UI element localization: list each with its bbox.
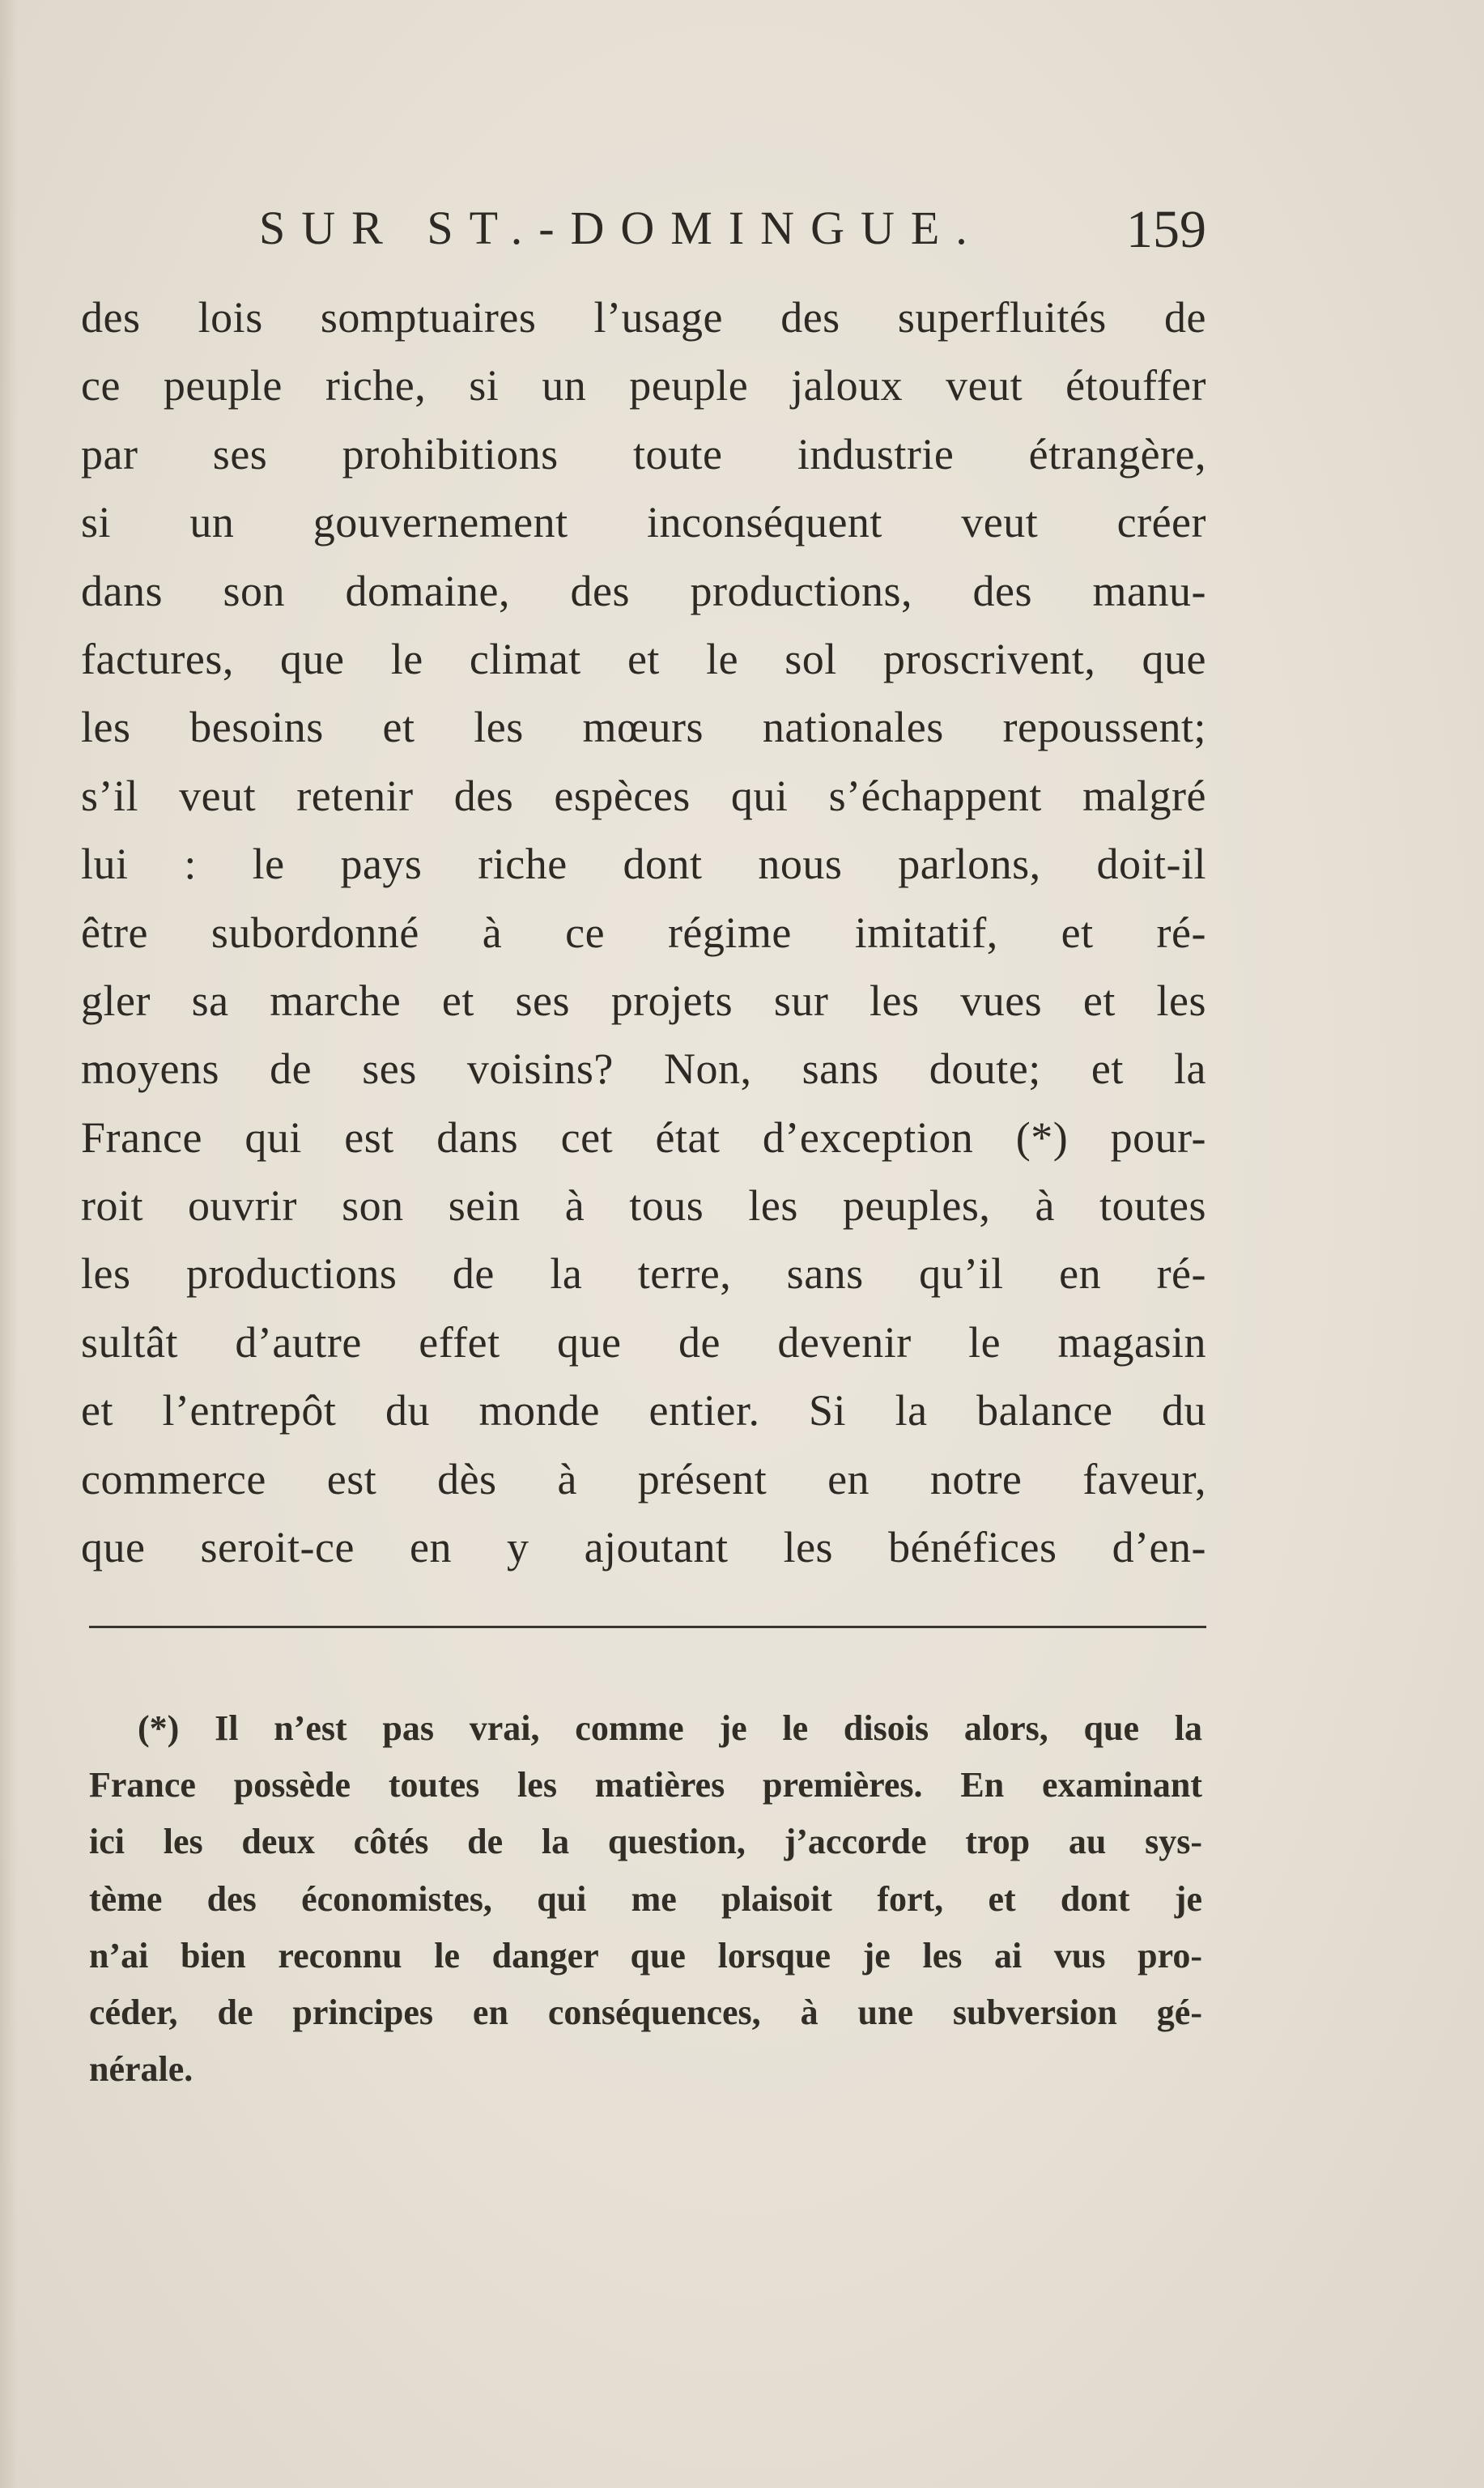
footnote-line: France possède toutes les matières premières. En examinant bbox=[89, 1765, 1202, 1805]
text-line: et l’entrepôt du monde entier. Si la balance du bbox=[81, 1386, 1206, 1435]
text-line: si un gouvernement inconséquent veut créer bbox=[81, 498, 1206, 547]
text-line: s’il veut retenir des espèces qui s’échappent malgré bbox=[81, 771, 1206, 820]
text-line: gler sa marche et ses projets sur les vues et les bbox=[81, 976, 1206, 1025]
text-line: les besoins et les mœurs nationales repoussent; bbox=[81, 703, 1206, 752]
text-line: moyens de ses voisins? Non, sans doute; et la bbox=[81, 1044, 1206, 1094]
footnote-line: ici les deux côtés de la question, j’accorde trop au sys- bbox=[89, 1822, 1202, 1862]
text-line: des lois somptuaires l’usage des superfluités de bbox=[81, 293, 1206, 342]
text-line: dans son domaine, des productions, des manu- bbox=[81, 566, 1206, 615]
text-line: ce peuple riche, si un peuple jaloux veut étouffer bbox=[81, 361, 1206, 410]
main-text bbox=[81, 283, 1206, 1581]
footnote-line: nérale. bbox=[89, 2049, 193, 2090]
footnote-line: céder, de principes en conséquences, à une subversion gé- bbox=[89, 1992, 1202, 2032]
footnote-line: tème des économistes, qui me plaisoit fort, et dont je bbox=[89, 1878, 1202, 1919]
page-number: 159 bbox=[1126, 200, 1206, 259]
text-line: commerce est dès à présent en notre faveur, bbox=[81, 1454, 1206, 1503]
running-title: SUR ST.-DOMINGUE. bbox=[259, 202, 984, 254]
footnote-line: (*) Il n’est pas vrai, comme je le disois alors, que la bbox=[138, 1708, 1202, 1748]
text-line: les productions de la terre, sans qu’il en ré- bbox=[81, 1249, 1206, 1299]
footnote-separator-rule bbox=[89, 1626, 1206, 1628]
text-line: factures, que le climat et le sol proscrivent, que bbox=[81, 634, 1206, 683]
text-line: France qui est dans cet état d’exception (*) pour- bbox=[81, 1112, 1206, 1162]
page-header bbox=[81, 198, 1206, 270]
text-line: lui : le pays riche dont nous parlons, doit-il bbox=[81, 840, 1206, 889]
text-line: que seroit-ce en y ajoutant les bénéfices d’en- bbox=[81, 1523, 1206, 1572]
page-gutter-shadow bbox=[0, 0, 18, 2488]
footnote-line: n’ai bien reconnu le danger que lorsque je les ai vus pro- bbox=[89, 1935, 1202, 1976]
text-line: être subordonné à ce régime imitatif, et ré- bbox=[81, 908, 1206, 957]
footnote bbox=[89, 1700, 1202, 2098]
text-line: par ses prohibitions toute industrie étrangère, bbox=[81, 429, 1206, 478]
text-line: roit ouvrir son sein à tous les peuples, à toutes bbox=[81, 1181, 1206, 1231]
text-line: sultât d’autre effet que de devenir le magasin bbox=[81, 1317, 1206, 1367]
